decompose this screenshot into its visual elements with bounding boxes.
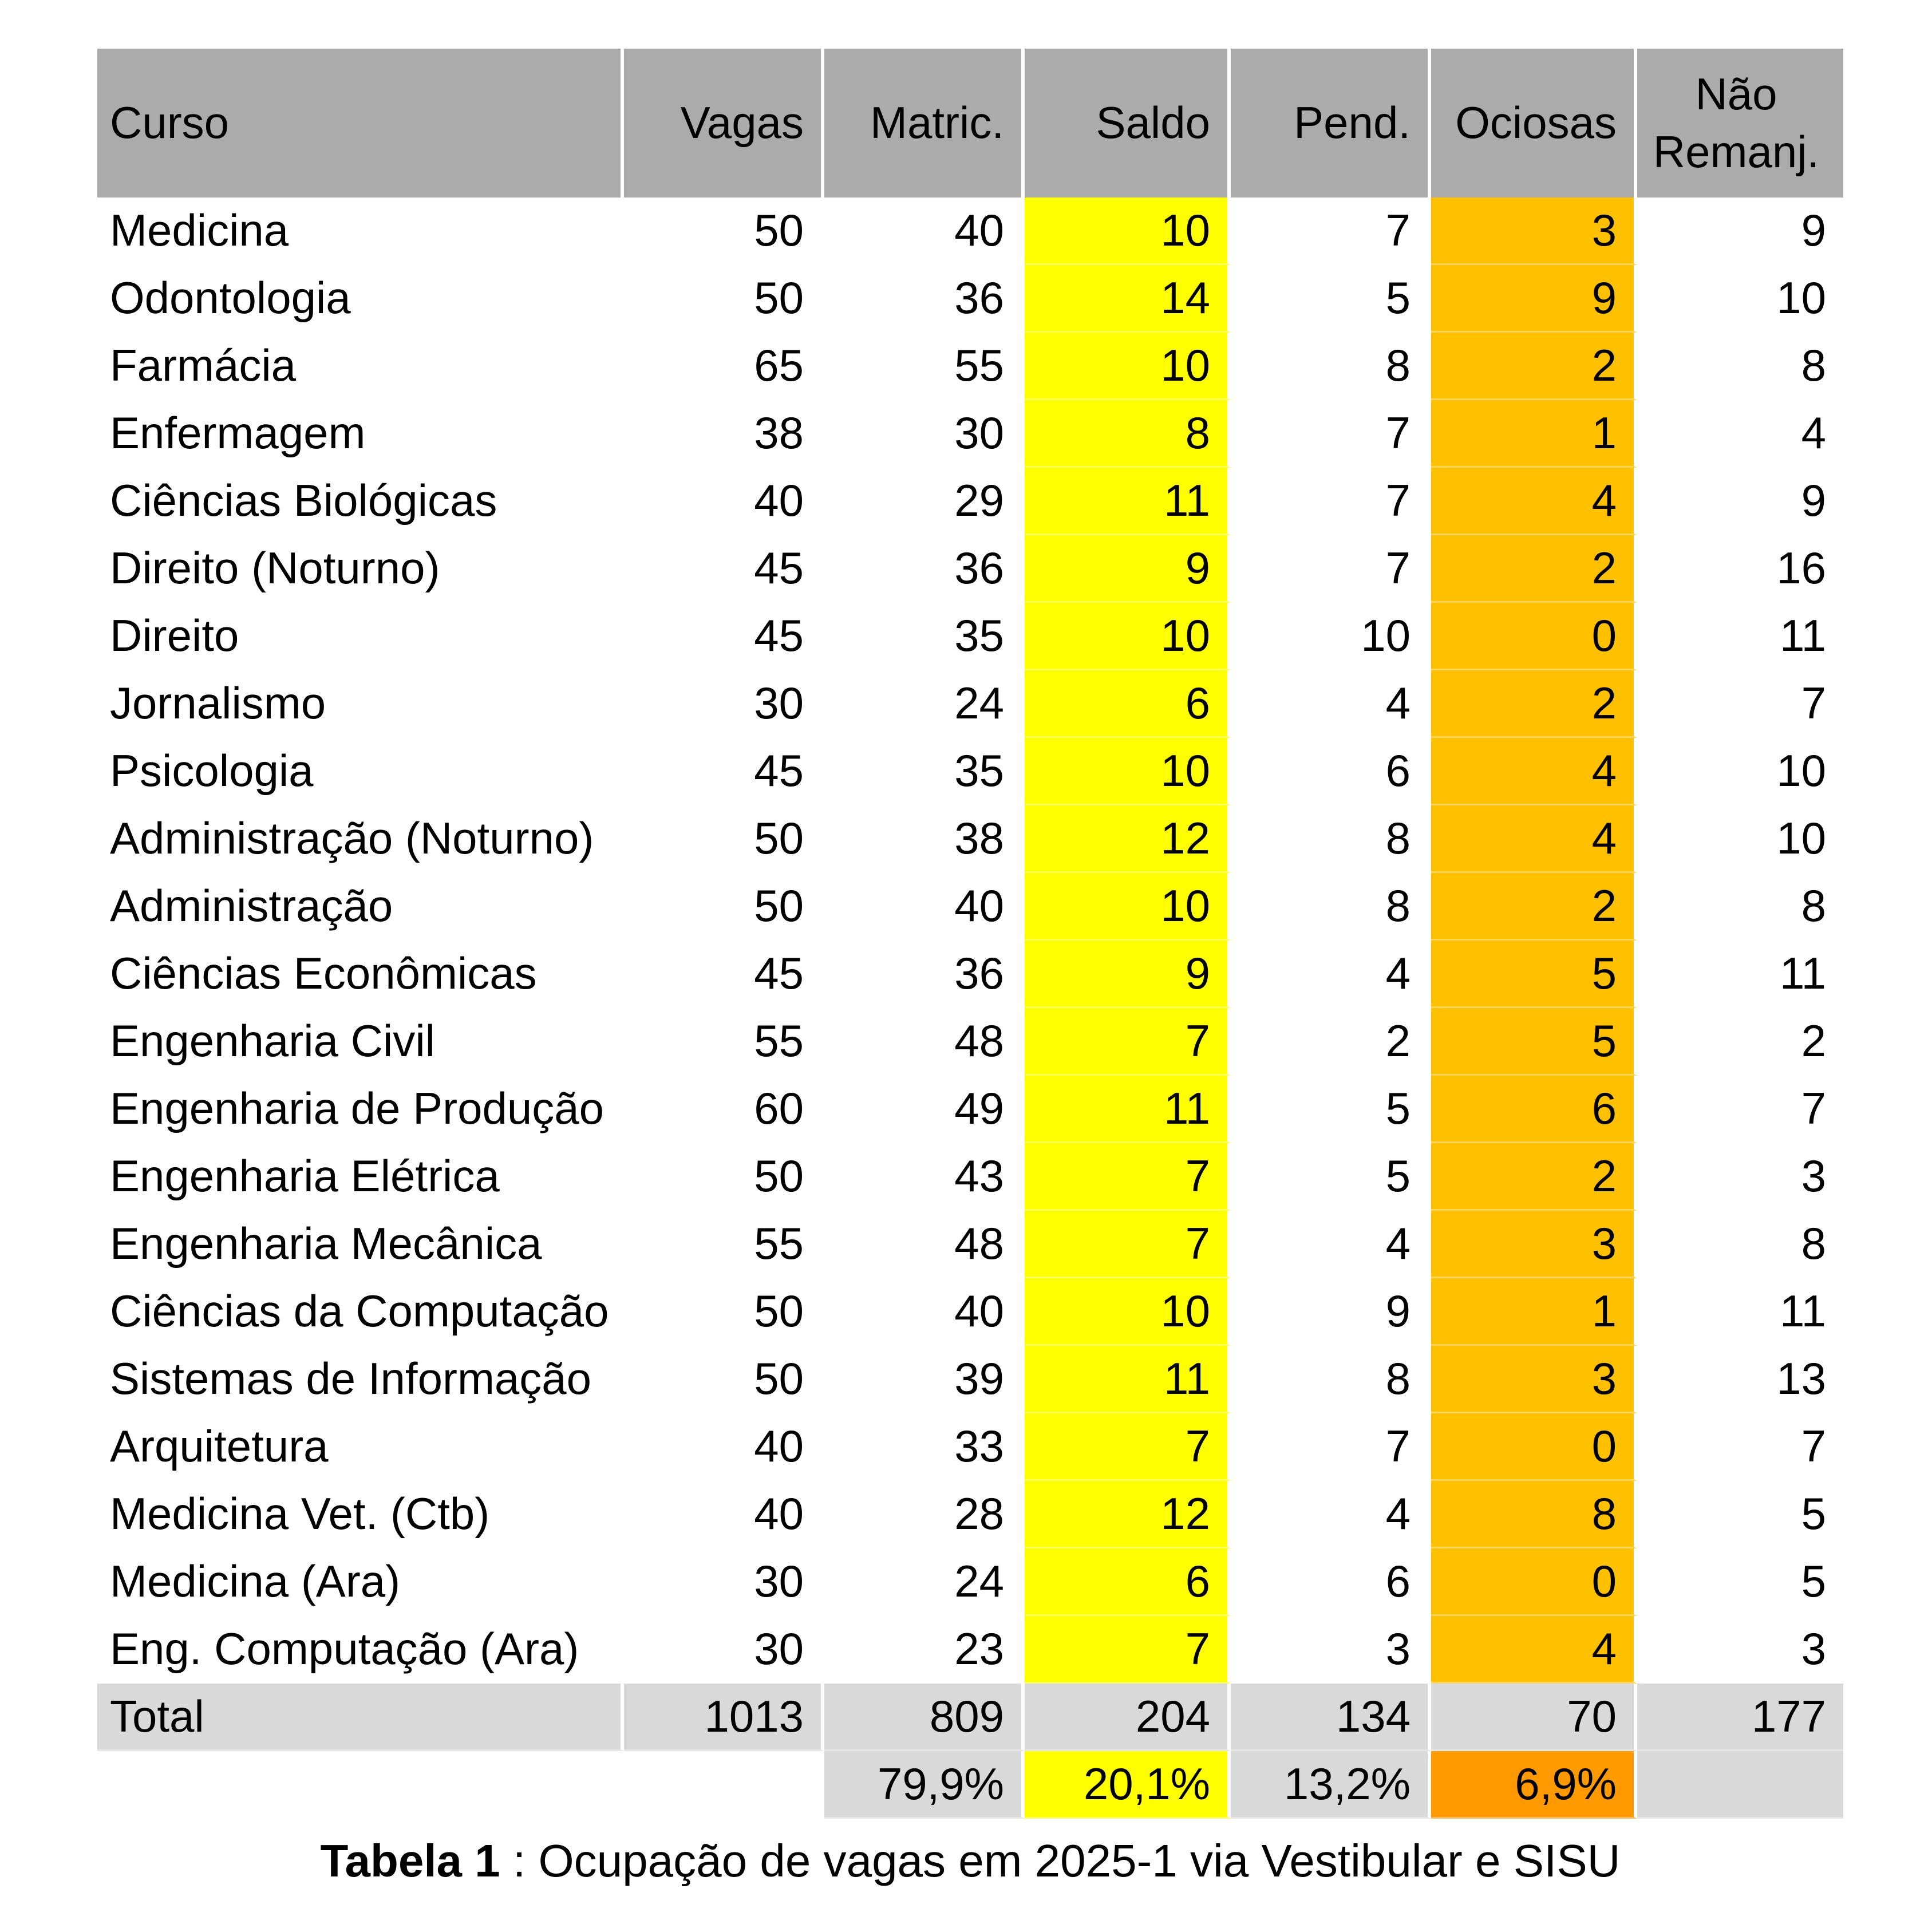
cell-ociosas: 2 [1431,333,1637,400]
header-cell-ociosas: Ociosas [1431,49,1637,197]
percent-empty-vagas [624,1751,824,1819]
cell-pend: 4 [1231,670,1431,738]
cell-vagas: 40 [624,468,824,535]
cell-nao-remanj: 11 [1637,603,1843,670]
cell-pend: 5 [1231,1076,1431,1143]
cell-saldo: 10 [1025,603,1231,670]
cell-nao-remanj: 10 [1637,805,1843,873]
cell-nao-remanj: 8 [1637,1211,1843,1278]
cell-matric: 40 [824,873,1025,941]
cell-vagas: 65 [624,333,824,400]
cell-ociosas: 3 [1431,1211,1637,1278]
cell-matric: 40 [824,1278,1025,1346]
total-nao-remanj: 177 [1637,1684,1843,1751]
cell-saldo: 10 [1025,197,1231,265]
cell-vagas: 50 [624,1143,824,1211]
cell-saldo: 9 [1025,941,1231,1008]
cell-curso: Psicologia [97,738,624,805]
cell-curso: Eng. Computação (Ara) [97,1616,624,1684]
cell-pend: 7 [1231,535,1431,603]
cell-nao-remanj: 7 [1637,1076,1843,1143]
cell-saldo: 10 [1025,1278,1231,1346]
cell-matric: 48 [824,1008,1025,1076]
cell-nao-remanj: 9 [1637,197,1843,265]
cell-curso: Engenharia Elétrica [97,1143,624,1211]
table-row [97,535,1843,603]
cell-matric: 30 [824,400,1025,468]
cell-nao-remanj: 10 [1637,738,1843,805]
header-cell-nao-remanj: Não Remanj. [1637,49,1843,197]
cell-vagas: 50 [624,805,824,873]
total-row [97,1684,1843,1751]
percent-row [97,1751,1843,1819]
cell-nao-remanj: 11 [1637,1278,1843,1346]
header-cell-matric: Matric. [824,49,1025,197]
cell-nao-remanj: 9 [1637,468,1843,535]
cell-matric: 55 [824,333,1025,400]
cell-saldo: 7 [1025,1211,1231,1278]
cell-pend: 5 [1231,1143,1431,1211]
cell-curso: Farmácia [97,333,624,400]
table-row [97,265,1843,333]
table-row [97,603,1843,670]
cell-pend: 7 [1231,468,1431,535]
cell-curso: Medicina Vet. (Ctb) [97,1481,624,1548]
cell-nao-remanj: 5 [1637,1548,1843,1616]
cell-matric: 33 [824,1413,1025,1481]
cell-ociosas: 4 [1431,738,1637,805]
header-cell-saldo: Saldo [1025,49,1231,197]
cell-nao-remanj: 5 [1637,1481,1843,1548]
cell-nao-remanj: 13 [1637,1346,1843,1413]
table-row [97,333,1843,400]
cell-saldo: 7 [1025,1413,1231,1481]
cell-matric: 28 [824,1481,1025,1548]
cell-ociosas: 3 [1431,197,1637,265]
cell-ociosas: 1 [1431,1278,1637,1346]
cell-pend: 7 [1231,400,1431,468]
cell-vagas: 50 [624,1278,824,1346]
table-row [97,1076,1843,1143]
cell-nao-remanj: 7 [1637,1413,1843,1481]
cell-curso: Direito (Noturno) [97,535,624,603]
table-row [97,400,1843,468]
cell-vagas: 50 [624,1346,824,1413]
cell-nao-remanj: 2 [1637,1008,1843,1076]
cell-nao-remanj: 3 [1637,1143,1843,1211]
cell-matric: 49 [824,1076,1025,1143]
caption-text: : Ocupação de vagas em 2025-1 via Vestibular e SISU [500,1835,1621,1886]
vacancy-occupancy-table [97,49,1843,1819]
cell-curso: Arquitetura [97,1413,624,1481]
cell-nao-remanj: 8 [1637,873,1843,941]
cell-pend: 8 [1231,333,1431,400]
percent-ociosas: 6,9% [1431,1751,1637,1819]
cell-curso: Jornalismo [97,670,624,738]
table-row [97,738,1843,805]
cell-vagas: 40 [624,1413,824,1481]
cell-ociosas: 0 [1431,1413,1637,1481]
cell-curso: Ciências Econômicas [97,941,624,1008]
cell-ociosas: 2 [1431,670,1637,738]
cell-matric: 40 [824,197,1025,265]
cell-ociosas: 6 [1431,1076,1637,1143]
cell-saldo: 12 [1025,1481,1231,1548]
cell-saldo: 8 [1025,400,1231,468]
cell-curso: Engenharia Civil [97,1008,624,1076]
cell-nao-remanj: 10 [1637,265,1843,333]
cell-saldo: 7 [1025,1616,1231,1684]
cell-nao-remanj: 7 [1637,670,1843,738]
cell-vagas: 30 [624,1548,824,1616]
cell-saldo: 6 [1025,1548,1231,1616]
cell-pend: 8 [1231,1346,1431,1413]
cell-saldo: 11 [1025,1346,1231,1413]
cell-saldo: 11 [1025,468,1231,535]
cell-matric: 48 [824,1211,1025,1278]
percent-empty-nao-remanj [1637,1751,1843,1819]
cell-saldo: 7 [1025,1143,1231,1211]
cell-saldo: 14 [1025,265,1231,333]
table-row [97,1616,1843,1684]
total-pend: 134 [1231,1684,1431,1751]
cell-vagas: 40 [624,1481,824,1548]
table-row [97,1211,1843,1278]
table-row [97,1481,1843,1548]
percent-matric: 79,9% [824,1751,1025,1819]
cell-curso: Enfermagem [97,400,624,468]
cell-saldo: 11 [1025,1076,1231,1143]
cell-matric: 39 [824,1346,1025,1413]
cell-ociosas: 0 [1431,603,1637,670]
total-saldo: 204 [1025,1684,1231,1751]
cell-vagas: 45 [624,535,824,603]
cell-ociosas: 9 [1431,265,1637,333]
cell-vagas: 30 [624,670,824,738]
cell-matric: 38 [824,805,1025,873]
table-row [97,1346,1843,1413]
cell-vagas: 45 [624,941,824,1008]
total-label: Total [97,1684,624,1751]
table-row [97,805,1843,873]
cell-ociosas: 2 [1431,535,1637,603]
cell-pend: 9 [1231,1278,1431,1346]
cell-pend: 6 [1231,738,1431,805]
cell-matric: 36 [824,941,1025,1008]
table-row [97,1278,1843,1346]
cell-pend: 7 [1231,1413,1431,1481]
cell-pend: 6 [1231,1548,1431,1616]
cell-pend: 8 [1231,873,1431,941]
cell-curso: Engenharia de Produção [97,1076,624,1143]
table-row [97,941,1843,1008]
table-row [97,468,1843,535]
table-row [97,1008,1843,1076]
cell-matric: 35 [824,738,1025,805]
cell-nao-remanj: 11 [1637,941,1843,1008]
cell-matric: 24 [824,1548,1025,1616]
cell-matric: 36 [824,265,1025,333]
total-ociosas: 70 [1431,1684,1637,1751]
cell-pend: 2 [1231,1008,1431,1076]
cell-curso: Medicina (Ara) [97,1548,624,1616]
cell-ociosas: 3 [1431,1346,1637,1413]
cell-nao-remanj: 4 [1637,400,1843,468]
table-row [97,1548,1843,1616]
cell-saldo: 12 [1025,805,1231,873]
cell-curso: Engenharia Mecânica [97,1211,624,1278]
cell-nao-remanj: 3 [1637,1616,1843,1684]
total-matric: 809 [824,1684,1025,1751]
cell-curso: Direito [97,603,624,670]
table-row [97,873,1843,941]
caption-label: Tabela 1 [320,1835,500,1886]
table-caption [97,1835,1843,1887]
header-cell-vagas: Vagas [624,49,824,197]
cell-vagas: 50 [624,873,824,941]
cell-ociosas: 2 [1431,873,1637,941]
cell-ociosas: 4 [1431,805,1637,873]
table-row [97,1413,1843,1481]
cell-pend: 4 [1231,941,1431,1008]
cell-saldo: 7 [1025,1008,1231,1076]
cell-ociosas: 5 [1431,941,1637,1008]
cell-curso: Sistemas de Informação [97,1346,624,1413]
cell-pend: 3 [1231,1616,1431,1684]
cell-matric: 23 [824,1616,1025,1684]
cell-vagas: 38 [624,400,824,468]
percent-saldo: 20,1% [1025,1751,1231,1819]
cell-curso: Ciências Biológicas [97,468,624,535]
cell-ociosas: 5 [1431,1008,1637,1076]
cell-ociosas: 0 [1431,1548,1637,1616]
cell-matric: 36 [824,535,1025,603]
cell-curso: Medicina [97,197,624,265]
cell-saldo: 10 [1025,873,1231,941]
cell-curso: Administração (Noturno) [97,805,624,873]
total-vagas: 1013 [624,1684,824,1751]
table-row [97,1143,1843,1211]
cell-vagas: 30 [624,1616,824,1684]
cell-ociosas: 4 [1431,468,1637,535]
percent-empty-curso [97,1751,624,1819]
cell-pend: 5 [1231,265,1431,333]
cell-vagas: 60 [624,1076,824,1143]
cell-nao-remanj: 16 [1637,535,1843,603]
cell-pend: 8 [1231,805,1431,873]
cell-vagas: 45 [624,738,824,805]
cell-vagas: 55 [624,1211,824,1278]
cell-pend: 10 [1231,603,1431,670]
cell-curso: Ciências da Computação [97,1278,624,1346]
cell-saldo: 10 [1025,333,1231,400]
cell-ociosas: 4 [1431,1616,1637,1684]
header-cell-pend: Pend. [1231,49,1431,197]
cell-pend: 7 [1231,197,1431,265]
cell-matric: 35 [824,603,1025,670]
cell-saldo: 9 [1025,535,1231,603]
percent-pend: 13,2% [1231,1751,1431,1819]
cell-ociosas: 8 [1431,1481,1637,1548]
cell-vagas: 45 [624,603,824,670]
cell-nao-remanj: 8 [1637,333,1843,400]
cell-curso: Administração [97,873,624,941]
cell-curso: Odontologia [97,265,624,333]
cell-vagas: 55 [624,1008,824,1076]
cell-matric: 43 [824,1143,1025,1211]
cell-matric: 29 [824,468,1025,535]
cell-ociosas: 1 [1431,400,1637,468]
header-row [97,49,1843,197]
cell-saldo: 10 [1025,738,1231,805]
cell-vagas: 50 [624,265,824,333]
table-row [97,670,1843,738]
header-cell-curso: Curso [97,49,624,197]
cell-vagas: 50 [624,197,824,265]
cell-pend: 4 [1231,1211,1431,1278]
cell-saldo: 6 [1025,670,1231,738]
cell-pend: 4 [1231,1481,1431,1548]
cell-ociosas: 2 [1431,1143,1637,1211]
cell-matric: 24 [824,670,1025,738]
table-row [97,197,1843,265]
